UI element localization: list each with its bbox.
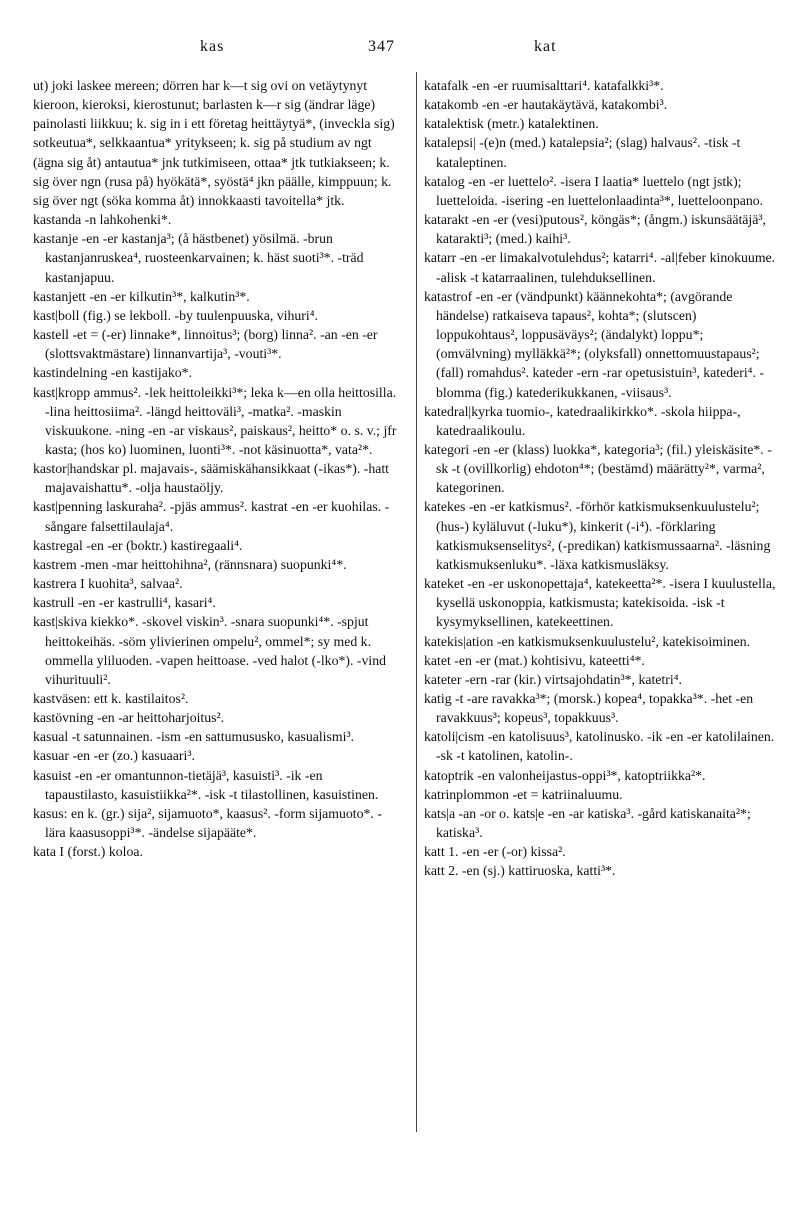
dictionary-entry: kasuar -en -er (zo.) kasuaari³. (33, 748, 195, 764)
dictionary-entry: kasual -t satunnainen. -ism -en sattumususko, kasualismi³. (33, 729, 355, 745)
dictionary-entry: katt 2. -en (sj.) kattiruoska, katti³*. (424, 863, 616, 879)
page-header (0, 38, 808, 68)
dictionary-entry: katalog -en -er luettelo². -isera I laatia* luettelo (ngt jstk); luetteloida. -isering -en luettelonlaadinta³*, luetteloonpano. (424, 173, 764, 208)
dictionary-entry: kastväsen: ett k. kastilaitos². (33, 691, 189, 706)
dictionary-entry: kasuist -en -er omantunnon-tietäjä³, kasuisti³. -ik -en tapaustilasto, kasuistiikka²*. -isk -t tilastollinen, kasuistinen. (33, 767, 379, 802)
dictionary-entry: kastregal -en -er (boktr.) kastiregaali⁴. (33, 537, 243, 553)
dictionary-entry: katrinplommon -et = katriinaluumu. (424, 786, 623, 802)
dictionary-entry: kastanje -en -er kastanja³; (å hästbenet) yösilmä. -brun kastanjanruskea⁴, ruosteenkarvainen; k. häst suoti³*. -träd kastanjapuu. (33, 231, 364, 285)
column-divider (416, 72, 417, 1132)
header-right-guide-word: kat (534, 38, 557, 55)
dictionary-entry: kata I (forst.) koloa. (33, 844, 143, 860)
dictionary-entry: katekes -en -er katkismus². -förhör katkismuksenkuulustelu²; (hus-) kyläluvut (-luku*), kinkerit (-i⁴). -förklaring katkismuksenselitys², (-predikan) katkismussaarna². -läsning katkismuksenluku*. -läxa katkismusläksy. (424, 499, 771, 572)
left-column (33, 76, 397, 861)
dictionary-entry: katarakt -en -er (vesi)putous², köngäs*; (ångm.) iskunsäätäjä³, katarakti³; (med.) kaihi³. (424, 212, 766, 247)
header-left-guide-word: kas (200, 38, 225, 55)
dictionary-entry: katig -t -are ravakka³*; (morsk.) kopea⁴, topakka³*. -het -en ravakkuus³; kopeus³, topakkuus³. (424, 691, 754, 726)
dictionary-entry: kastövning -en -ar heittoharjoitus². (33, 710, 225, 726)
dictionary-entry: katalepsi| -(e)n (med.) katalepsia²; (slag) halvaus². -tisk -t kataleptinen. (424, 135, 741, 170)
dictionary-entry: kast|skiva kiekko*. -skovel viskin³. -snara suopunki⁴*. -spjut heittokeihäs. -söm ylivierinen ompelu², ommel*; sy med k. ommella yliluoden. -vapen heittoase. -ved halot (-lko*). -vind vihurituuli². (33, 614, 386, 687)
dictionary-entry: kateter -ern -rar (kir.) virtsajohdatin³*, katetri⁴. (424, 671, 682, 687)
dictionary-entry: kastrull -en -er kastrulli⁴, kasari⁴. (33, 595, 216, 611)
dictionary-entry: kast|kropp ammus². -lek heittoleikki³*; leka k—en olla heittosilla. -lina heittosiima². -längd heittoväli³, -matka². -maskin viskuukone. -ning -en -ar viskaus², paiskaus², heitto* o. s. v.; jfr kasta; (hos ko) luominen, luonti³*. -not käsinuotta*, vata²*. (33, 384, 397, 457)
dictionary-entry: katedral|kyrka tuomio-, katedraalikirkko*. -skola hiippa-, katedraalikoulu. (424, 403, 741, 438)
dictionary-entry: kastindelning -en kastijako*. (33, 365, 193, 381)
dictionary-entry: katoli|cism -en katolisuus³, katolinusko. -ik -en -er katolilainen. -sk -t katolinen, katolin-. (424, 729, 775, 764)
dictionary-entry: kast|boll (fig.) se lekboll. -by tuulenpuuska, vihuri⁴. (33, 307, 318, 323)
dictionary-entry: kasus: en k. (gr.) sija², sijamuoto*, kaasus². -form sijamuoto*. -lära kaasusoppi³*. -ändelse sijapääte*. (33, 805, 382, 841)
dictionary-entry: kats|a -an -or o. kats|e -en -ar katiska³. -gård katiskanaita²*; katiska³. (424, 805, 751, 841)
dictionary-entry: kastrera I kuohita³, salvaa². (33, 576, 183, 592)
dictionary-entry: kastell -et = (-er) linnake*, linnoitus³; (borg) linna². -an -en -er (slottsvaktmästare) linnanvartija³, -vouti³*. (33, 327, 378, 362)
dictionary-entry: katt 1. -en -er (-or) kissa². (424, 844, 566, 860)
dictionary-entry: katakomb -en -er hautakäytävä, katakombi³. (424, 97, 668, 113)
dictionary-entry: kast|penning laskuraha². -pjäs ammus². kastrat -en -er kuohilas. -sångare falsettilaulaja⁴. (33, 499, 390, 534)
dictionary-entry: kastanjett -en -er kilkutin³*, kalkutin³*. (33, 288, 250, 304)
dictionary-entry: katarr -en -er limakalvotulehdus²; katarri⁴. -al|feber kinokuume. -alisk -t katarraalinen, tulehduksellinen. (424, 250, 776, 285)
page-number: 347 (368, 38, 395, 55)
dictionary-entry: katekis|ation -en katkismuksenkuulustelu², katekisoiminen. (424, 633, 751, 649)
dictionary-entry: katafalk -en -er ruumisalttari⁴. katafalkki³*. (424, 78, 664, 93)
dictionary-entry: katastrof -en -er (vändpunkt) käännekohta*; (avgörande händelse) ratkaiseva tapaus², kohta*; (slutscen) loppukohtaus², loppusäväys²; (ändalykt) loppu*; (omvälvning) mylläkkä²*; (olyksfall) onnettomuustapaus²; (fall) romahdus². kateder -ern -rar opetusistuin³, katederi⁴. -blomma (fig.) katederikukkanen, -viisaus³. (424, 288, 764, 400)
right-column (424, 76, 780, 881)
dictionary-entry: kateket -en -er uskonopettaja⁴, katekeetta²*. -isera I kuulustella, kysellä uskonoppia, katkismusta; katekisoida. -isk -t kysymyksellinen, katekeettinen. (424, 576, 776, 630)
dictionary-entry: ut) joki laskee mereen; dörren har k—t sig ovi on vetäytynyt kieroon, kieroksi, kierostunut; barlasten k—r sig (ändrar läge) painolasti liikkuu; k. sig in i ett företag heittäytyä*, (inveckla sig) sotkeutua*, selkkaantua* yritykseen; k. sig på studium av ngt (ägna sig åt) antautua* jnk tutkimiseen, ottaa* jtk tutkiakseen; k. sig över ngn (rusa på) hyökätä*, syöstä⁴ jkn päälle, kimppuun; k. sig över ngt (söka komma åt) innokkaasti tavoitella* jtk. (33, 78, 395, 208)
dictionary-entry: kastor|handskar pl. majavais-, säämiskähansikkaat (-ikas*). -hatt majavaishattu*. -olja haustaöljy. (33, 461, 390, 496)
dictionary-entry: kategori -en -er (klass) luokka*, kategoria³; (fil.) yleiskäsite*. -sk -t (ovillkorlig) ehdoton⁴*; (bestämd) määrätty²*, varma², kategorinen. (424, 441, 772, 496)
dictionary-entry: katoptrik -en valonheijastus-oppi³*, katoptriikka²*. (424, 767, 706, 783)
dictionary-entry: katet -en -er (mat.) kohtisivu, kateetti⁴*. (424, 652, 645, 668)
dictionary-entry: kastrem -men -mar heittohihna², (rännsnara) suopunki⁴*. (33, 556, 347, 572)
dictionary-entry: kastanda -n lahkohenki*. (33, 212, 172, 228)
dictionary-entry: katalektisk (metr.) katalektinen. (424, 116, 599, 132)
